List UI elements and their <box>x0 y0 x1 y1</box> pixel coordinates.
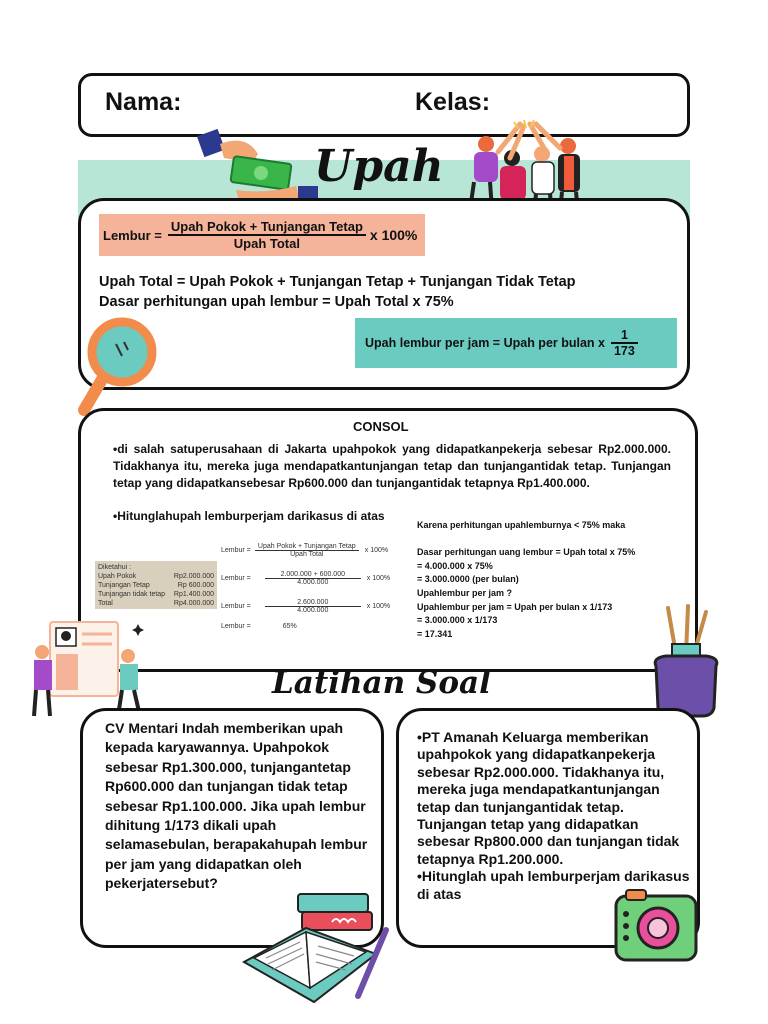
explanation-line: Upahlembur per jam = Upah per bulan x 1/173 <box>417 601 613 612</box>
known-value: Rp2.000.000 <box>173 573 214 580</box>
presentation-illustration <box>28 614 154 722</box>
calc-lembur-label: Lembur = <box>221 575 251 582</box>
camera-illustration <box>612 886 700 966</box>
magnifier-icon <box>74 314 164 416</box>
calc-lembur-label: Lembur = <box>221 623 251 630</box>
formula-denominator: Upah Total <box>233 236 300 251</box>
calc-num: 2.600.000 <box>265 599 361 607</box>
calc-pct: x 100% <box>366 575 391 582</box>
known-label: Tunjangan tidak tetap <box>98 591 166 598</box>
header-box <box>78 73 690 137</box>
explanation-line <box>417 533 687 547</box>
calc-step-4 <box>221 623 297 630</box>
known-title: Diketahui : <box>98 564 132 571</box>
plant-pot-illustration <box>646 604 726 720</box>
books-illustration <box>236 892 392 1014</box>
known-label: Upah Pokok <box>98 573 137 580</box>
lembur-per-jam-formula <box>355 318 677 368</box>
soal-1-text: CV Mentari Indah memberikan upah kepada karyawannya. Upahpokok sebesar Rp1.300.000, tunjangantetap Rp600.000 dan tunjangan tidak tetap sebesar Rp1.100.000. Jika upah lembur dihitung 1/173 dikali upah selamasebulan, berapakahupah lembur per jam yang didapatkan oleh pekerjatersebut? <box>105 720 368 892</box>
known-row <box>98 581 214 590</box>
known-values-table <box>95 561 217 609</box>
known-row <box>98 572 214 581</box>
explanation-line: = 3.000.0000 (per bulan) <box>417 574 519 585</box>
explanation-line: Dasar perhitungan uang lembur = Upah total x 75% <box>417 547 636 558</box>
calc-result: 65% <box>282 623 297 630</box>
name-label: Nama: <box>105 88 182 116</box>
calc-den: Upah Total <box>290 551 324 558</box>
class-label: Kelas: <box>415 88 491 116</box>
upah-total-line: Upah Total = Upah Pokok + Tunjangan Tetap + Tunjangan Tidak Tetap <box>99 274 576 290</box>
explanation-line: = 17.341 <box>417 628 453 639</box>
formula-fraction <box>168 219 366 251</box>
calc-fraction <box>265 571 361 586</box>
calc-lembur-label: Lembur = <box>221 547 251 554</box>
formula-rhs: x 100% <box>369 227 418 243</box>
upah-title: Upah <box>314 141 444 192</box>
calc-pct: x 100% <box>364 547 389 554</box>
explanation-line: = 3.000.000 x 1/173 <box>417 615 498 626</box>
consol-paragraph: •di salah satuperusahaan di Jakarta upahpokok yang didapatkanpekerja sebesar Rp2.000.000. Tidakhanya itu, mereka juga mendapatkantunjangan tetap dan tunjangantidak tetap. Tunjangan tetap yang didapatkansebesar Rp600.000 dan tunjangantidak tetapnya Rp1.400.000. <box>113 442 671 490</box>
known-value: Rp4.000.000 <box>173 600 214 607</box>
calc-num: 2.000.000 + 600.000 <box>265 571 361 579</box>
calc-den: 4.000.000 <box>297 579 329 586</box>
calc-fraction <box>255 543 359 558</box>
calc-step-3 <box>221 599 390 614</box>
explanation-line: Upahlembur per jam ? <box>417 587 513 598</box>
consol-box <box>78 408 698 672</box>
per-jam-numerator: 1 <box>611 328 638 344</box>
formula-numerator: Upah Pokok + Tunjangan Tetap <box>168 219 366 236</box>
known-label: Tunjangan Tetap <box>98 582 150 589</box>
known-value: Rp1.400.000 <box>173 591 214 598</box>
calc-pct: x 100% <box>366 603 391 610</box>
per-jam-fraction <box>611 328 638 358</box>
known-label: Total <box>98 600 113 607</box>
known-value: Rp 600.000 <box>177 582 214 589</box>
lembur-formula <box>99 214 425 256</box>
soal-2-question: •Hitunglah upah lemburperjam darikasus di atas <box>417 868 690 902</box>
upah-formula-box <box>78 198 690 390</box>
calc-step-2 <box>221 571 390 586</box>
known-row <box>98 599 214 608</box>
explanation-line: Karena perhitungan upahlemburnya < 75% maka <box>417 520 626 530</box>
calc-fraction <box>265 599 361 614</box>
latihan-title: Latihan Soal <box>272 665 491 701</box>
soal-2-paragraph: •PT Amanah Keluarga memberikan upahpokok yang didapatkanpekerja sebesar Rp2.000.000. Tidakhanya itu, mereka juga mendapatkantunjangan tetap dan tunjangantidak tetap. Tunjangan tetap yang didapatkan sebesar Rp800.000 dan tunjangan tidak tetapnya Rp1.200.000. <box>417 729 680 867</box>
dasar-perhitungan-line: Dasar perhitungan upah lembur = Upah Total x 75% <box>99 294 454 310</box>
soal-2-text <box>417 729 691 903</box>
formula-lhs: Lembur = <box>103 227 162 243</box>
per-jam-denominator: 173 <box>613 344 635 358</box>
calc-lembur-label: Lembur = <box>221 603 251 610</box>
consol-title: CONSOL <box>353 419 409 434</box>
calc-den: 4.000.000 <box>297 607 329 614</box>
per-jam-text: Upah lembur per jam = Upah per bulan x <box>365 336 605 350</box>
calc-num: Upah Pokok + Tunjangan Tetap <box>255 543 359 551</box>
known-row <box>98 590 214 599</box>
consol-question: •Hitunglahupah lemburperjam darikasus di atas <box>113 509 385 523</box>
explanation-line: = 4.000.000 x 75% <box>417 560 493 571</box>
calc-step-1 <box>221 543 388 558</box>
